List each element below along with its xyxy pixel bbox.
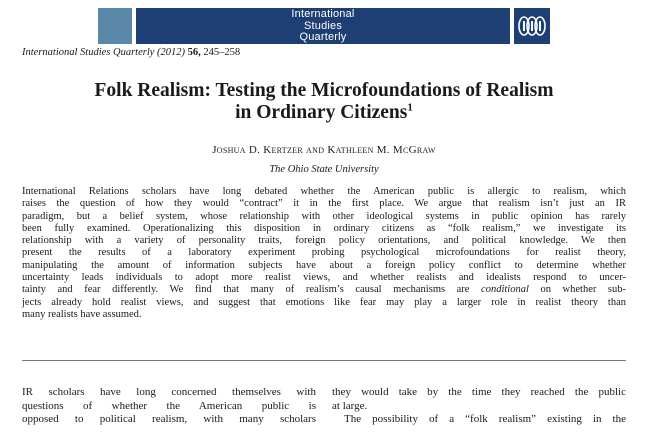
journal-name-block [136,8,510,44]
abstract-line-9-tail: on whether sub- [540,284,627,296]
abstract [22,186,626,321]
abstract-line: jects already hold realist views, and suggest that emotions like fear may play a larger role in realist theory than [22,296,626,308]
title-line-2-text: in Ordinary Citizens [235,102,408,123]
banner-accent-block [98,8,132,44]
abstract-line: raises the question of how they would “contract” it in the first place. We argue that realism isn’t just an IR [22,198,626,210]
citation-pages: 245–258 [203,47,241,58]
abstract-line: present the results of a laboratory experiment probing psychological microfoundations for realist theory, [22,247,626,259]
journal-name-line1: International [291,8,355,20]
title-line-2 [0,102,648,124]
journal-name-line3: Quarterly [299,31,347,43]
abstract-line: manipulating the amount of information subjects have about a foreign policy conflict to determine whether [22,259,626,271]
body-column-right [332,386,626,427]
abstract-emphasis: conditional [481,284,529,296]
author-affiliation: The Ohio State University [269,164,379,175]
citation-journal: International Studies Quarterly [22,47,155,58]
article-authors: Joshua D. Kertzer and Kathleen M. McGraw [212,144,436,156]
abstract-line: been fully examined. Operationalizing this disposition in ordinary citizens as “folk realism,” we investigate its [22,222,626,234]
body-line: at large. [332,399,368,412]
isa-logo-icon [514,8,550,44]
abstract-line-9-text: tainty and fear differently. We find that many of realism’s causal mechanisms are [22,284,470,296]
body-line: opposed to political realism, with many scholars [22,413,316,425]
body-line: IR scholars have long concerned themselves with [22,386,316,398]
title-line-1: Folk Realism: Testing the Microfoundations of Realism [94,80,554,101]
abstract-line: uncertainty leads individuals to adopt more realist views, and whether realists and idealists respond to uncer- [22,272,626,284]
citation-volume: 56, [187,47,201,58]
abstract-line: paradigm, but a belief system, whose relationship with other ideological systems in public opinion has rarely [22,210,626,222]
abstract-divider [22,360,626,361]
body-column-left [22,386,316,427]
body-line: The possibility of a “folk realism” existing in the [344,413,626,425]
article-title [0,80,648,124]
citation-year: (2012) [157,47,186,58]
abstract-line: many realists have assumed. [22,308,142,320]
citation-line [22,47,240,58]
journal-banner [98,8,550,44]
journal-name-line2: Studies [303,19,343,32]
body-line: they would take by the time they reached the public [332,386,626,398]
title-footnote-mark[interactable]: 1 [407,101,413,114]
body-line: questions of whether the American public is [22,399,316,412]
abstract-line [22,284,626,296]
abstract-line: relationship with a variety of personality traits, foreign policy orientations, and political knowledge. We then [22,235,626,247]
abstract-line: International Relations scholars have long debated whether the American public is allergic to realism, which [22,186,626,197]
